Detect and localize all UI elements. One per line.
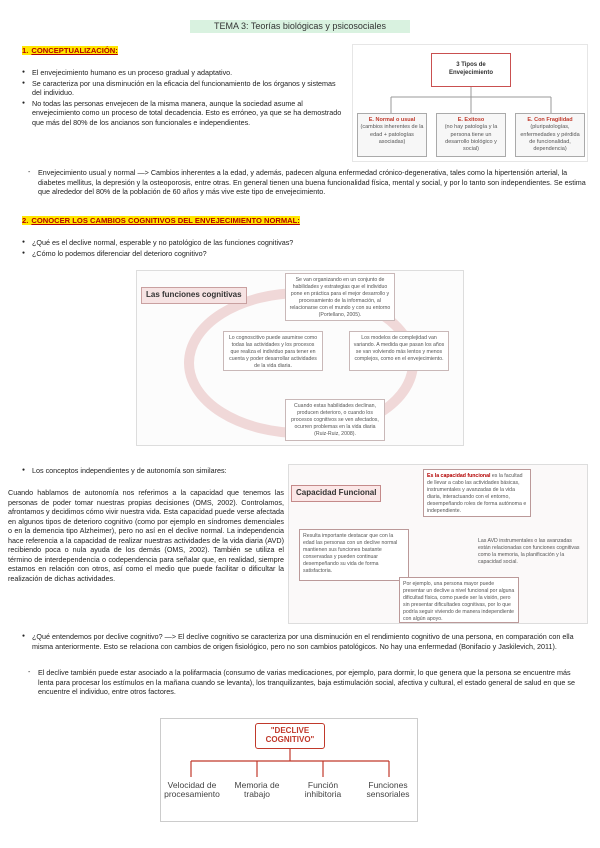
section-4-bullets xyxy=(22,632,588,652)
capacity-lead: Es la capacidad funcional xyxy=(427,473,491,479)
aging-type-text: (cambios inherentes de la edad + patologías asociadas) xyxy=(360,124,424,145)
decline-item: Funciones sensoriales xyxy=(366,780,410,800)
cognitive-box-top: Se van organizando en un conjunto de habilidades y estrategias que el individuo pone en práctica para el mejor desarrollo y procesamiento de la información, al relacionarse con el mundo y con su entorno (Portellano, 2005). xyxy=(285,273,395,321)
section-4-dash-list xyxy=(28,668,588,698)
aging-type-exitoso xyxy=(436,113,506,157)
autonomy-paragraph: Cuando hablamos de autonomía nos referimos a la capacidad que tenemos las personas de poder tomar nuestras propias decisiones (OMS, 2002). Controlamos, afrontamos y decidimos cómo vivir nuestra vida. Esta capacidad puede verse afectada en algunos tipos de deterioro cognitivo (como por ejemplo en síndromes demenciales o en la demencia tipo Alzheimer), pero no así en el declive normal. La independencia hace referencia a la capacidad de realizar nuestras actividades de la vida diaria (AVD) recibiendo poca o nula ayuda de los demás (OMS, 2002). También se utiliza el término de interdependencia o codependencia para señalar que, en realidad, siempre estamos en relación con otros, así como el medio que puede facilitar o dificultar la realización de dichas actividades. xyxy=(8,488,284,583)
list-item: - Envejecimiento usual y normal —> Cambios inherentes a la edad, y además, padecen alguna enfermedad crónico-degenerativa, tales como la hipertensión arterial, la diabetes mellitus, la depresión y la osteoporosis, entre otras. En general tienen una buena funcionalidad física, mental y social, y por lo tanto son independientes. Se estima que alrededor del 80% de la población de 60 años y más vive este tipo de envejecimiento. xyxy=(28,168,588,197)
aging-types-diagram xyxy=(352,44,588,162)
aging-type-label: E. Normal o usual xyxy=(368,117,416,123)
section-1-heading xyxy=(22,46,118,56)
capacity-box-top xyxy=(423,469,531,517)
decline-root: "DECLIVE COGNITIVO" xyxy=(255,723,325,749)
cognitive-functions-diagram xyxy=(136,270,464,446)
section-1-title: CONCEPTUALIZACIÓN: xyxy=(31,46,118,55)
page-title: TEMA 3: Teorías biológicas y psicosociales xyxy=(190,20,410,33)
section-1-dash-list xyxy=(28,168,588,198)
capacity-top-text: es la facultad de llevar a cabo las actividades básicas, instrumentales y avanzadas de la vida diaria, interactuando con el entorno, desempeñando roles de forma autónoma e independiente. xyxy=(427,473,527,515)
list-item: - El declive también puede estar asociado a la polifarmacia (consumo de varias medicaciones, por ejemplo, para dormir, lo que genera que la persona se encuentre más lenta para procesar los estímulos en la mañana cuando se levanta), los tranquilizantes, baja estimulación social, afectiva y cultural, el estado general de salud en que se encuentre el individuo, entre otros factores. xyxy=(28,668,588,697)
aging-type-label: E. Exitoso xyxy=(457,117,485,123)
list-item: ● ¿Qué es el declive normal, esperable y no patológico de las funciones cognitivas? xyxy=(22,238,582,248)
section-2-title: CONOCER LOS CAMBIOS COGNITIVOS DEL ENVEJECIMIENTO NORMAL: xyxy=(31,216,300,225)
cognitive-box-right: Los modelos de complejidad van variando. A medida que pasan los años se van volviendo más lentos y menos complejos, como en el envejecimiento. xyxy=(349,331,449,371)
cognitive-decline-diagram xyxy=(160,718,418,822)
list-item: ● Se caracteriza por una disminución en la eficacia del funcionamiento de los órganos y sistemas del individuo. xyxy=(22,79,344,98)
decline-item: Velocidad de procesamiento xyxy=(164,780,220,800)
decline-item: Función inhibitoria xyxy=(304,780,342,800)
section-2-heading xyxy=(22,216,300,226)
list-item: ● ¿Qué entendemos por declive cognitivo? —> El declive cognitivo se caracteriza por una disminución en el rendimiento cognitivo de una persona, en comparación con ella misma anteriormente. Esto se relaciona con cambios de origen fisiológico, pero no son cambios patológicos. No hay una enfermedad (Bonifacio y Jaskilevich, 2011). xyxy=(22,632,588,651)
section-2-number: 2. xyxy=(22,216,31,225)
section-1-number: 1. xyxy=(22,46,31,55)
list-item: ● No todas las personas envejecen de la misma manera, aunque la sociedad asume al envejecimiento como un proceso de total decadencia. Esto es erróneo, ya que se ha demostrado que más del 80% de los ancianos son funcionales e independientes. xyxy=(22,99,344,128)
capacity-box-left: Resulta importante destacar que con la edad las personas con un declive normal mantienen sus funciones bastante conservadas y pueden continuar desempeñando su vida de forma satisfactoria. xyxy=(299,529,409,581)
cognitive-box-bottom: Cuando estas habilidades declinan, producen deterioro, o cuando los procesos cognitivos se ven afectados, ocurren problemas en la vida diaria (Ruiz-Ruiz, 2008). xyxy=(285,399,385,441)
aging-type-fragilidad xyxy=(515,113,585,157)
cognitive-box-left: Lo cognoscitivo puede asumirse como todas las actividades y los procesos que realiza el individuo para tener en cuenta y poder desarrollar actividades de la vida diaria. xyxy=(223,331,323,371)
aging-type-text: (pluripatologías, enfermedades y pérdida de funcionalidad, dependencia) xyxy=(520,124,580,152)
cognitive-functions-title: Las funciones cognitivas xyxy=(141,287,247,304)
list-item: ● ¿Cómo lo podemos diferenciar del deterioro cognitivo? xyxy=(22,249,582,259)
section-1-bullets xyxy=(22,68,344,128)
functional-capacity-title: Capacidad Funcional xyxy=(291,485,381,502)
capacity-box-bottom: Por ejemplo, una persona mayor puede presentar un declive a nivel funcional por alguna dificultad física, como puede ser la visión, pero sin presentar dificultades cognitivas, por lo que podría seguir viviendo de manera independiente con algún apoyo. xyxy=(399,577,519,623)
decline-item: Memoria de trabajo xyxy=(234,780,280,800)
section-3-bullets xyxy=(22,466,284,477)
functional-capacity-diagram xyxy=(288,464,588,624)
aging-type-label: E. Con Fragilidad xyxy=(527,117,573,123)
list-item: ● Los conceptos independientes y de autonomía son similares: xyxy=(22,466,284,476)
section-2-bullets xyxy=(22,238,582,259)
list-item: ● El envejecimiento humano es un proceso gradual y adaptativo. xyxy=(22,68,344,78)
aging-types-root: 3 Tipos de Envejecimiento xyxy=(431,53,511,87)
aging-type-normal xyxy=(357,113,427,157)
capacity-box-right: Las AVD instrumentales o las avanzadas están relacionadas con funciones cognitivas como la memoria, la planificación y la capacidad social. xyxy=(478,538,580,566)
aging-type-text: (no hay patología y la persona tiene un desarrollo biológico y social) xyxy=(444,124,498,152)
